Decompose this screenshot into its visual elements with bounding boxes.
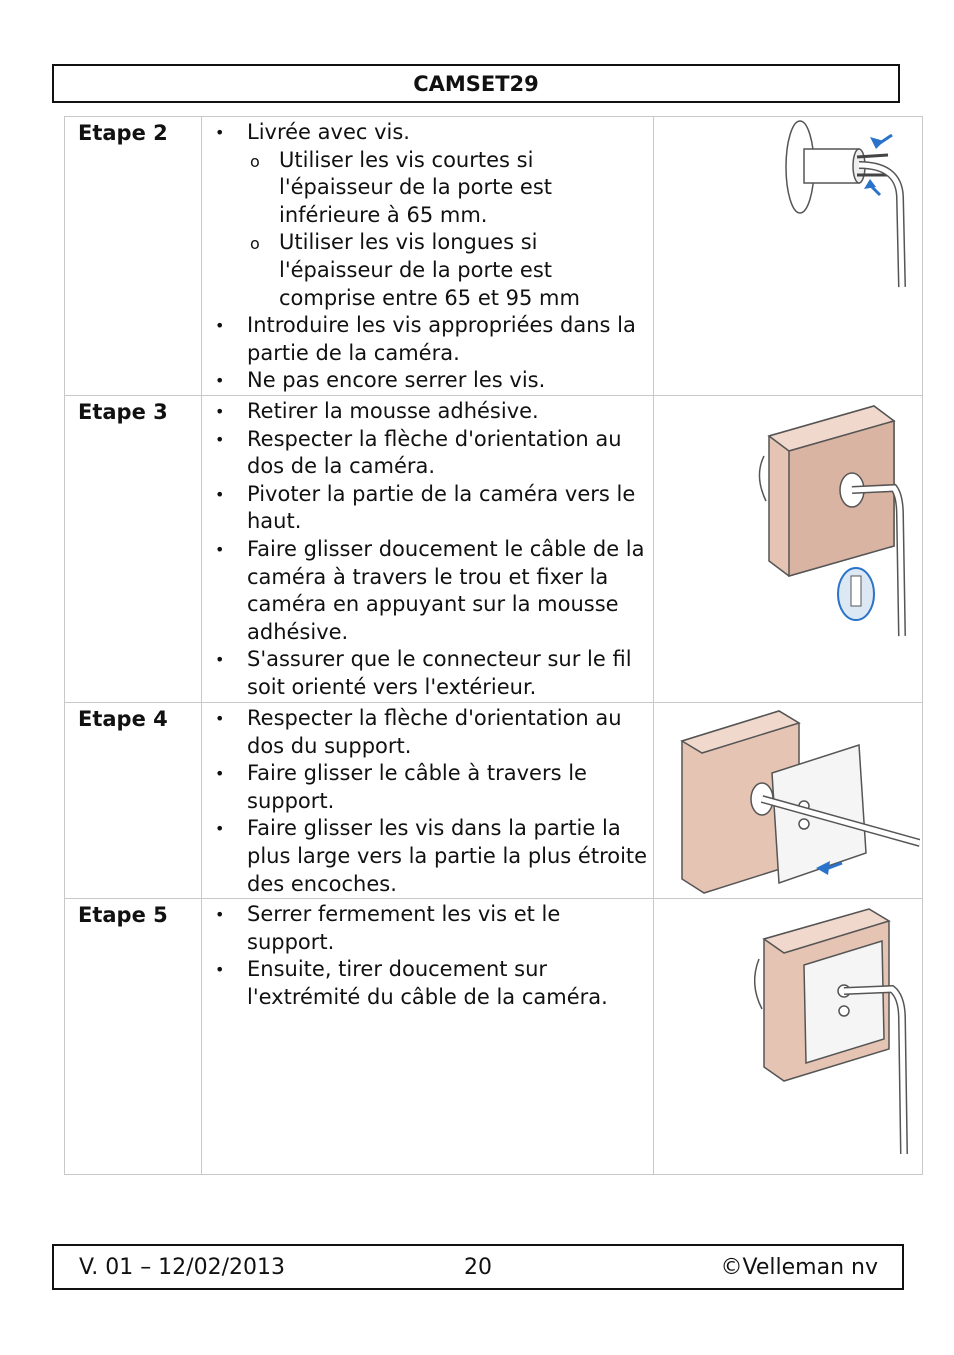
list-item: • Ne pas encore serrer les vis. [247, 367, 653, 395]
version-date: V. 01 – 12/02/2013 [79, 1255, 285, 1280]
step-bullets [202, 705, 653, 898]
list-item: • Introduire les vis appropriées dans la partie de la caméra. [247, 312, 653, 367]
step-row [65, 702, 923, 898]
step-label: Etape 2 [65, 117, 202, 396]
list-item: • Serrer fermement les vis et le support. [247, 901, 653, 956]
camera-screws-illustration [654, 117, 920, 393]
list-item: • Faire glisser le câble à travers le support. [247, 760, 653, 815]
list-item: • Pivoter la partie de la caméra vers le haut. [247, 481, 653, 536]
copyright: ©Velleman nv [720, 1255, 878, 1280]
page-number: 20 [464, 1255, 492, 1280]
sub-list-item: o Utiliser les vis longues si l'épaisseur de la porte est comprise entre 65 et 95 mm [279, 229, 653, 312]
list-item: • Retirer la mousse adhésive. [247, 398, 653, 426]
step-bullets [202, 119, 653, 395]
list-item: • Ensuite, tirer doucement sur l'extrémité du câble de la caméra. [247, 956, 653, 1011]
step-bullets [202, 901, 653, 1011]
step-row [65, 117, 923, 396]
step-bullets [202, 398, 653, 702]
step-label: Etape 4 [65, 702, 202, 898]
step-label: Etape 3 [65, 395, 202, 702]
sub-list-item: o Utiliser les vis courtes si l'épaisseur de la porte est inférieure à 65 mm. [279, 147, 653, 230]
steps-table [64, 116, 923, 1175]
list-item: • Respecter la flèche d'orientation au dos du support. [247, 705, 653, 760]
list-item: • Respecter la flèche d'orientation au dos de la caméra. [247, 426, 653, 481]
list-item: • S'assurer que le connecteur sur le fil soit orienté vers l'extérieur. [247, 646, 653, 701]
list-item: • Faire glisser les vis dans la partie la plus large vers la partie la plus étroite des encoches. [247, 815, 653, 898]
step-row [65, 395, 923, 702]
bracket-slide-illustration [654, 703, 920, 897]
list-item: • Livrée avec vis. o Utiliser les vis courtes si l'épaisseur de la porte est inférieure à 65 mm. o Utiliser les vis longues si l'épaisseur de la porte est comprise entre 65 et 95 mm [247, 119, 653, 312]
step-row [65, 899, 923, 1175]
camera-mount-door-illustration [654, 396, 920, 701]
header-title: CAMSET29 [413, 72, 539, 96]
tightened-bracket-illustration [654, 899, 920, 1173]
list-item: • Faire glisser doucement le câble de la caméra à travers le trou et fixer la caméra en appuyant sur la mousse adhésive. [247, 536, 653, 646]
page-footer [52, 1244, 904, 1290]
step-label: Etape 5 [65, 899, 202, 1175]
page-header [52, 64, 900, 103]
sub-bullets [247, 147, 653, 313]
